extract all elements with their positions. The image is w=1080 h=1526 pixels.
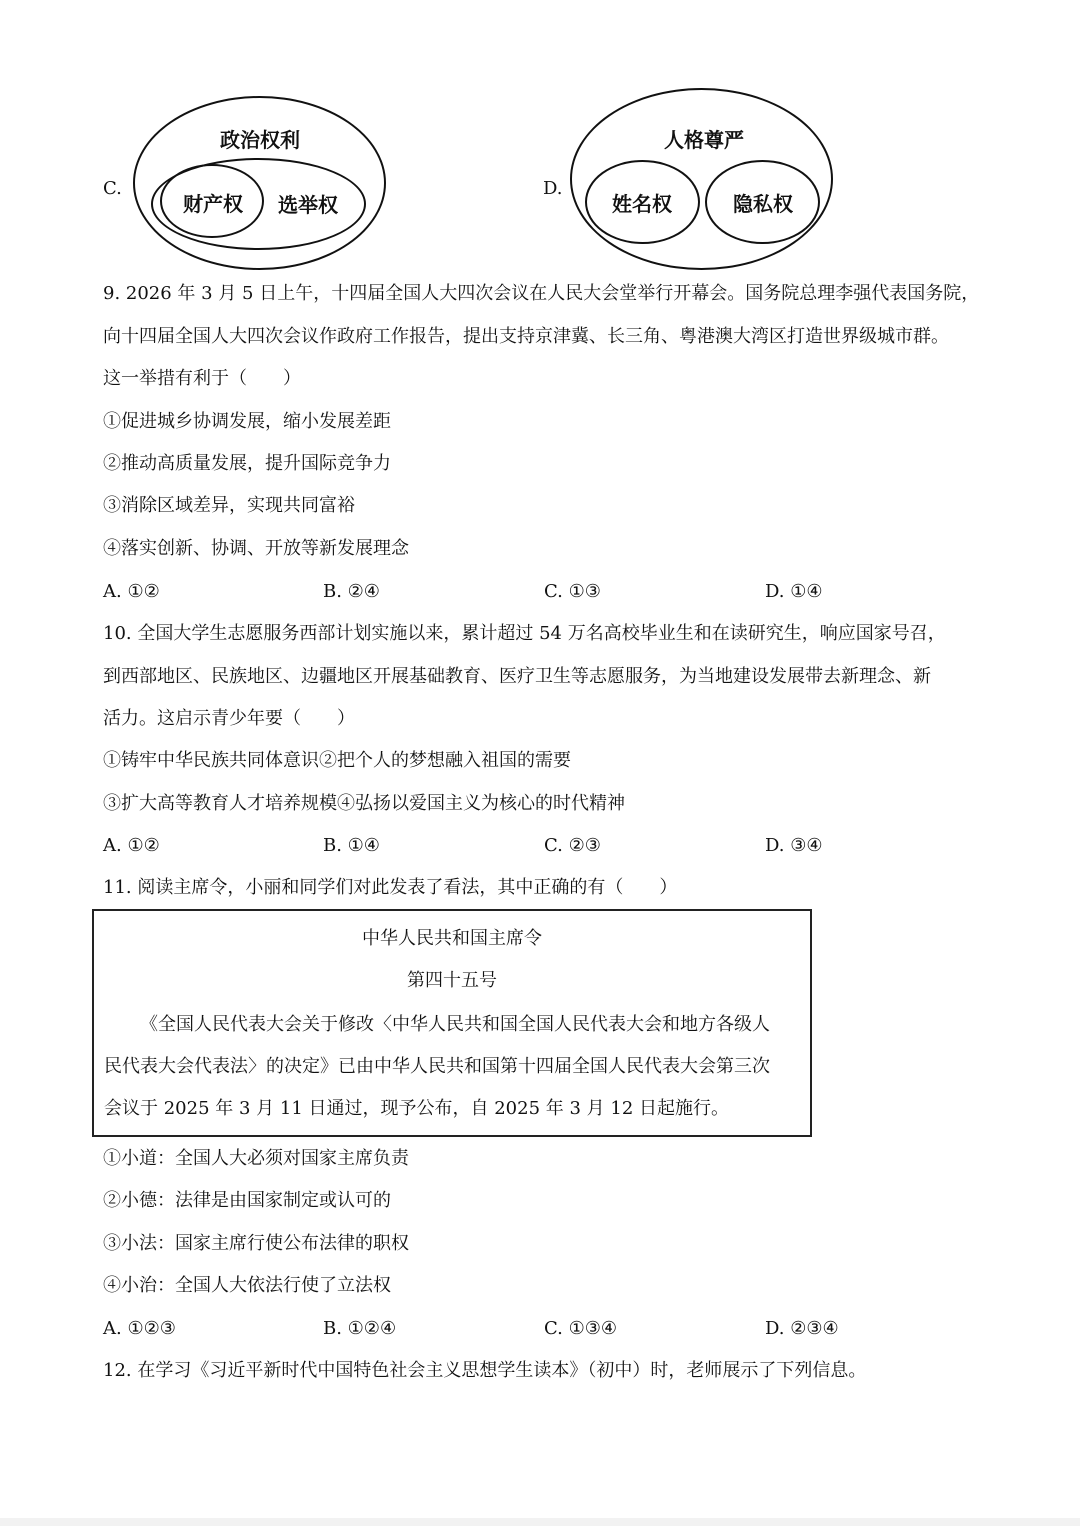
- q10-stem-line-1: 10. 全国大学生志愿服务西部计划实施以来，累计超过 54 万名高校毕业生和在读研究生，响应国家号召，: [103, 623, 946, 644]
- q10-stem-line-2: 到西部地区、民族地区、边疆地区开展基础教育、医疗卫生等志愿服务，为当地建设发展带去新理念、新: [103, 666, 931, 687]
- q9-stem-line-1: 9. 2026 年 3 月 5 日上午，十四届全国人大四次会议在人民大会堂举行开幕会。国务院总理李强代表国务院，: [103, 283, 980, 304]
- diagram-d-outer-label: 人格尊严: [664, 128, 744, 152]
- q9-option-c[interactable]: C. ①③: [544, 581, 601, 602]
- diagram-d-left-label: 姓名权: [612, 192, 672, 216]
- diagram-d-right-label: 隐私权: [733, 192, 793, 216]
- q9-statement-4: ④落实创新、协调、开放等新发展理念: [103, 538, 409, 559]
- q9-option-d[interactable]: D. ①④: [765, 581, 823, 602]
- q9-stem-line-2: 向十四届全国人大四次会议作政府工作报告，提出支持京津冀、长三角、粤港澳大湾区打造世界级城市群。: [103, 326, 949, 347]
- q11-option-c[interactable]: C. ①③④: [544, 1318, 617, 1339]
- q11-statement-2: ②小德：法律是由国家制定或认可的: [103, 1190, 391, 1211]
- q10-option-a[interactable]: A. ①②: [103, 835, 160, 856]
- q11-statement-4: ④小治：全国人大依法行使了立法权: [103, 1275, 391, 1296]
- page-bottom-edge: [0, 1518, 1080, 1526]
- option-c-label: C.: [103, 178, 122, 199]
- q9-option-b[interactable]: B. ②④: [323, 581, 380, 602]
- diagram-c-outer-label: 政治权利: [220, 128, 300, 152]
- diagram-c-inner-right-label: 选举权: [278, 193, 338, 217]
- q11-option-b[interactable]: B. ①②④: [323, 1318, 397, 1339]
- diagram-c-inner-left-label: 财产权: [183, 192, 243, 216]
- q9-option-a[interactable]: A. ①②: [103, 581, 160, 602]
- q12-stem: 12. 在学习《习近平新时代中国特色社会主义思想学生读本》（初中）时，老师展示了下列信息。: [103, 1360, 867, 1381]
- q10-option-d[interactable]: D. ③④: [765, 835, 823, 856]
- q11-option-a[interactable]: A. ①②③: [103, 1318, 176, 1339]
- q10-option-b[interactable]: B. ①④: [323, 835, 380, 856]
- decree-number: 第四十五号: [407, 970, 497, 991]
- decree-title: 中华人民共和国主席令: [362, 928, 542, 949]
- decree-body-line-1: 《全国人民代表大会关于修改〈中华人民共和国全国人民代表大会和地方各级人: [140, 1014, 770, 1035]
- q10-option-c[interactable]: C. ②③: [544, 835, 601, 856]
- q11-statement-3: ③小法：国家主席行使公布法律的职权: [103, 1233, 409, 1254]
- q10-statement-1: ①铸牢中华民族共同体意识②把个人的梦想融入祖国的需要: [103, 750, 571, 771]
- q11-stem: 11. 阅读主席令，小丽和同学们对此发表了看法，其中正确的有（ ）: [103, 877, 678, 898]
- q9-statement-2: ②推动高质量发展，提升国际竞争力: [103, 453, 391, 474]
- q11-option-d[interactable]: D. ②③④: [765, 1318, 839, 1339]
- q11-statement-1: ①小道：全国人大必须对国家主席负责: [103, 1148, 409, 1169]
- q10-stem-line-3: 活力。这启示青少年要（ ）: [103, 708, 355, 729]
- q9-stem-line-3: 这一举措有利于（ ）: [103, 368, 301, 389]
- option-d-label: D.: [543, 178, 563, 199]
- decree-body-line-3: 会议于 2025 年 3 月 11 日通过，现予公布，自 2025 年 3 月 12 日起施行。: [104, 1098, 729, 1119]
- q9-statement-1: ①促进城乡协调发展，缩小发展差距: [103, 411, 391, 432]
- q9-statement-3: ③消除区域差异，实现共同富裕: [103, 495, 355, 516]
- decree-body-line-2: 民代表大会代表法〉的决定》已由中华人民共和国第十四届全国人民代表大会第三次: [104, 1056, 770, 1077]
- q10-statement-2: ③扩大高等教育人才培养规模④弘扬以爱国主义为核心的时代精神: [103, 793, 625, 814]
